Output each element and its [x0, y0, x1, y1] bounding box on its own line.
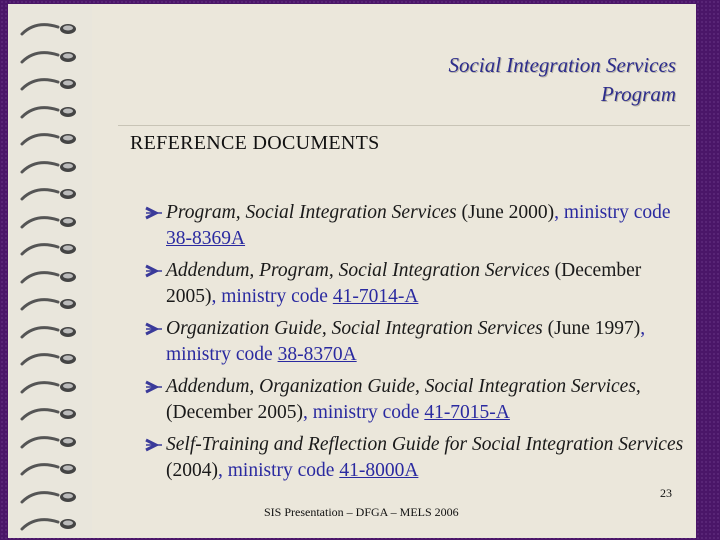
ministry-code: 38-8370A — [277, 344, 357, 365]
list-item — [144, 374, 694, 426]
ministry-label: , ministry code — [166, 318, 646, 365]
spiral-ring-icon — [18, 46, 88, 66]
ministry-label: , ministry code — [554, 202, 671, 223]
spiral-ring-icon — [18, 266, 88, 286]
spiral-ring-icon — [18, 513, 88, 533]
footer-text: SIS Presentation – DFGA – MELS 2006 — [264, 505, 459, 519]
spiral-ring-icon — [18, 486, 88, 506]
list-item — [144, 200, 694, 252]
document-title: Addendum, Program, Social Integration Services — [166, 260, 550, 281]
arrow-bullet-icon — [144, 205, 164, 221]
document-date: (June 1997) — [547, 318, 641, 339]
spiral-ring-icon — [18, 101, 88, 121]
list-item — [144, 432, 694, 484]
list-item — [144, 316, 694, 368]
document-date: (June 2000) — [461, 202, 555, 223]
page-number: 23 — [660, 486, 672, 500]
list-item — [144, 258, 694, 310]
spiral-ring-icon — [18, 183, 88, 203]
spiral-ring-icon — [18, 293, 88, 313]
title-line-1: Social Integration Services — [448, 53, 676, 77]
ministry-label: , ministry code — [218, 460, 340, 481]
spiral-ring-icon — [18, 211, 88, 231]
section-heading: REFERENCE DOCUMENTS — [130, 132, 380, 154]
slide-page — [8, 4, 696, 538]
ministry-code: 41-8000A — [339, 460, 419, 481]
title-divider — [118, 125, 690, 126]
spiral-ring-icon — [18, 403, 88, 423]
document-title: Addendum, Organization Guide, Social Integration Services, — [166, 376, 641, 397]
ministry-label: , ministry code — [302, 402, 425, 423]
slide-title — [449, 51, 676, 109]
arrow-bullet-icon — [144, 437, 164, 453]
spiral-ring-icon — [18, 73, 88, 93]
spiral-ring-icon — [18, 321, 88, 341]
spiral-ring-icon — [18, 156, 88, 176]
spiral-ring-icon — [18, 376, 88, 396]
document-date: (2004) — [166, 460, 218, 481]
ministry-label: , ministry code — [211, 286, 333, 307]
reference-list — [144, 200, 694, 490]
arrow-bullet-icon — [144, 263, 164, 279]
document-date: (December 2005) — [166, 402, 303, 423]
spiral-ring-icon — [18, 431, 88, 451]
spiral-ring-icon — [18, 238, 88, 258]
spiral-ring-icon — [18, 128, 88, 148]
ministry-code: 41-7015-A — [424, 402, 510, 423]
spiral-binding — [8, 4, 92, 538]
title-line-2: Program — [600, 82, 676, 106]
arrow-bullet-icon — [144, 321, 164, 337]
spiral-ring-icon — [18, 458, 88, 478]
ministry-code: 38-8369A — [166, 228, 246, 249]
ministry-code: 41-7014-A — [332, 286, 419, 307]
document-title: Program, Social Integration Services — [166, 202, 457, 223]
document-title: Organization Guide, Social Integration Services — [166, 318, 543, 339]
arrow-bullet-icon — [144, 379, 164, 395]
spiral-ring-icon — [18, 18, 88, 38]
spiral-ring-icon — [18, 348, 88, 368]
document-date: (December 2005) — [166, 260, 642, 307]
document-title: Self-Training and Reflection Guide for Social Integration Services — [166, 434, 684, 455]
